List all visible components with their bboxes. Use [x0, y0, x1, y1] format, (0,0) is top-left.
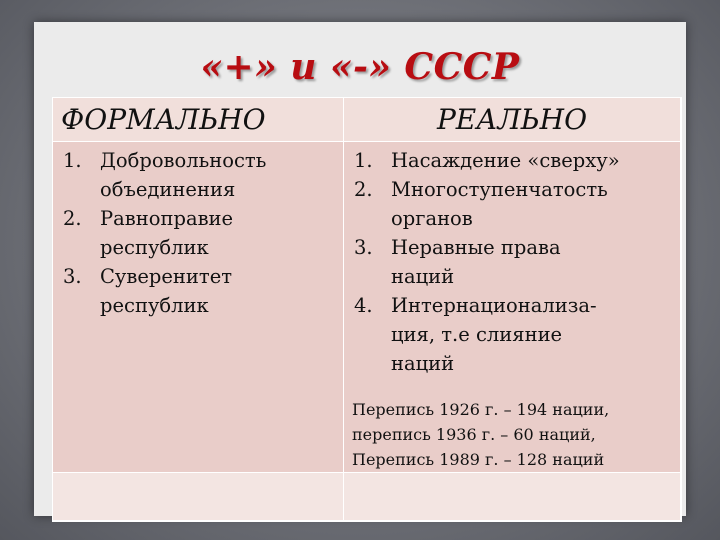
item-text: наций	[391, 352, 455, 375]
real-item	[354, 233, 679, 291]
formal-item	[63, 146, 343, 204]
item-text: Интернационализа-	[391, 294, 597, 317]
real-item	[354, 146, 679, 175]
empty-cell-right	[344, 473, 681, 521]
formal-item	[63, 204, 343, 262]
formal-list	[63, 146, 343, 320]
empty-cell-left	[53, 473, 344, 521]
census-line: Перепись 1989 г. – 128 наций	[352, 450, 605, 469]
real-list	[354, 146, 679, 378]
census-note	[352, 397, 677, 472]
item-number: 1.	[63, 149, 82, 172]
real-cell	[344, 142, 681, 473]
slide-title: «+» и «-» СССР	[200, 46, 520, 88]
item-number: 2.	[63, 207, 82, 230]
item-number: 1.	[354, 149, 373, 172]
census-line: перепись 1936 г. – 60 наций,	[352, 425, 596, 444]
item-number: 3.	[63, 265, 82, 288]
item-text: органов	[391, 207, 473, 230]
item-text: объединения	[100, 178, 236, 201]
item-text: наций	[391, 265, 455, 288]
header-formal: ФОРМАЛЬНО	[53, 98, 344, 142]
item-text: Суверенитет	[100, 265, 233, 288]
item-text: Насаждение «сверху»	[391, 149, 620, 172]
item-number: 2.	[354, 178, 373, 201]
real-item	[354, 175, 679, 233]
item-text: Равноправие	[100, 207, 234, 230]
item-text: Многоступенчатость	[391, 178, 608, 201]
real-item	[354, 291, 679, 378]
item-text: Добровольность	[100, 149, 267, 172]
item-number: 4.	[354, 294, 373, 317]
census-line: Перепись 1926 г. – 194 нации,	[352, 400, 610, 419]
formal-cell	[53, 142, 344, 473]
item-text: Неравные права	[391, 236, 561, 259]
item-text: республик	[100, 236, 209, 259]
item-text: ция, т.е слияние	[391, 323, 563, 346]
comparison-table	[52, 97, 682, 522]
formal-item	[63, 262, 343, 320]
header-real: РЕАЛЬНО	[344, 98, 681, 142]
item-text: республик	[100, 294, 209, 317]
item-number: 3.	[354, 236, 373, 259]
